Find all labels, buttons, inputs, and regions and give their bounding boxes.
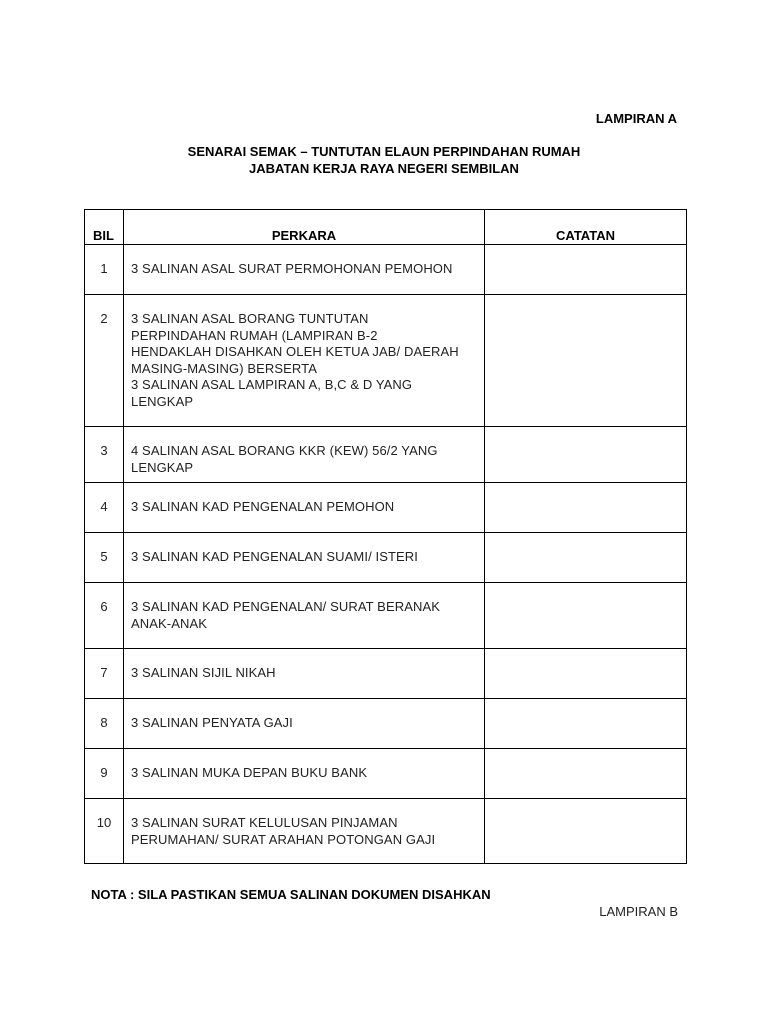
- row-number: 10: [85, 799, 124, 864]
- next-lampiran-label: LAMPIRAN B: [599, 904, 678, 919]
- table-row: [85, 533, 687, 583]
- row-number: 3: [85, 427, 124, 483]
- table-row: [85, 483, 687, 533]
- description-line: LENGKAP: [131, 393, 194, 409]
- row-catatan-cell[interactable]: [485, 749, 687, 799]
- row-item-description: [124, 649, 485, 699]
- checklist-table: [84, 209, 687, 864]
- row-item-description: [124, 295, 485, 427]
- description-line: 4 SALINAN ASAL BORANG KKR (KEW) 56/2 YANG: [131, 443, 438, 458]
- description-line: HENDAKLAH DISAHKAN OLEH KETUA JAB/ DAERAH: [131, 344, 459, 359]
- description-line: PERPINDAHAN RUMAH (LAMPIRAN B-2: [131, 327, 378, 343]
- table-header-row: [85, 210, 687, 245]
- description-line: 3 SALINAN SIJIL NIKAH: [131, 665, 276, 680]
- row-catatan-cell[interactable]: [485, 649, 687, 699]
- table-row: [85, 245, 687, 295]
- row-item-description: [124, 427, 485, 483]
- table-row: [85, 699, 687, 749]
- row-catatan-cell[interactable]: [485, 699, 687, 749]
- table-row: [85, 649, 687, 699]
- row-number: 6: [85, 583, 124, 649]
- row-catatan-cell[interactable]: [485, 483, 687, 533]
- row-catatan-cell[interactable]: [485, 427, 687, 483]
- table-row: [85, 427, 687, 483]
- column-header-catatan: CATATAN: [485, 210, 687, 245]
- row-number: 8: [85, 699, 124, 749]
- description-line: 3 SALINAN MUKA DEPAN BUKU BANK: [131, 765, 368, 780]
- document-title: [0, 143, 768, 177]
- title-line-2: JABATAN KERJA RAYA NEGERI SEMBILAN: [249, 161, 519, 176]
- column-header-bil: BIL: [85, 210, 124, 245]
- description-line: 3 SALINAN KAD PENGENALAN/ SURAT BERANAK: [131, 599, 441, 614]
- title-line-1: SENARAI SEMAK – TUNTUTAN ELAUN PERPINDAHAN RUMAH: [187, 144, 581, 159]
- row-catatan-cell[interactable]: [485, 533, 687, 583]
- description-line: 3 SALINAN SURAT KELULUSAN PINJAMAN: [131, 815, 398, 830]
- description-line: 3 SALINAN ASAL LAMPIRAN A, B,C & D YANG: [131, 377, 413, 392]
- row-item-description: [124, 749, 485, 799]
- table-row: [85, 583, 687, 649]
- description-line: 3 SALINAN ASAL BORANG TUNTUTAN: [131, 311, 369, 326]
- table-row: [85, 295, 687, 427]
- row-catatan-cell[interactable]: [485, 583, 687, 649]
- row-number: 7: [85, 649, 124, 699]
- row-item-description: [124, 483, 485, 533]
- table-body: [85, 245, 687, 864]
- description-line: MASING-MASING) BERSERTA: [131, 360, 318, 376]
- nota-note: NOTA : SILA PASTIKAN SEMUA SALINAN DOKUMEN DISAHKAN: [91, 887, 491, 902]
- row-catatan-cell[interactable]: [485, 245, 687, 295]
- description-line: LENGKAP: [131, 459, 194, 475]
- row-catatan-cell[interactable]: [485, 799, 687, 864]
- description-line: 3 SALINAN KAD PENGENALAN SUAMI/ ISTERI: [131, 549, 418, 564]
- row-item-description: [124, 799, 485, 864]
- row-number: 5: [85, 533, 124, 583]
- row-item-description: [124, 699, 485, 749]
- column-header-perkara: PERKARA: [124, 210, 485, 245]
- row-item-description: [124, 533, 485, 583]
- description-line: 3 SALINAN ASAL SURAT PERMOHONAN PEMOHON: [131, 261, 453, 276]
- description-line: PERUMAHAN/ SURAT ARAHAN POTONGAN GAJI: [131, 831, 436, 847]
- description-line: 3 SALINAN KAD PENGENALAN PEMOHON: [131, 499, 395, 514]
- row-catatan-cell[interactable]: [485, 295, 687, 427]
- row-number: 9: [85, 749, 124, 799]
- table-row: [85, 799, 687, 864]
- row-item-description: [124, 245, 485, 295]
- table-row: [85, 749, 687, 799]
- row-number: 2: [85, 295, 124, 427]
- description-line: 3 SALINAN PENYATA GAJI: [131, 715, 293, 730]
- row-item-description: [124, 583, 485, 649]
- row-number: 1: [85, 245, 124, 295]
- row-number: 4: [85, 483, 124, 533]
- description-line: ANAK-ANAK: [131, 615, 208, 631]
- lampiran-label: LAMPIRAN A: [595, 111, 677, 126]
